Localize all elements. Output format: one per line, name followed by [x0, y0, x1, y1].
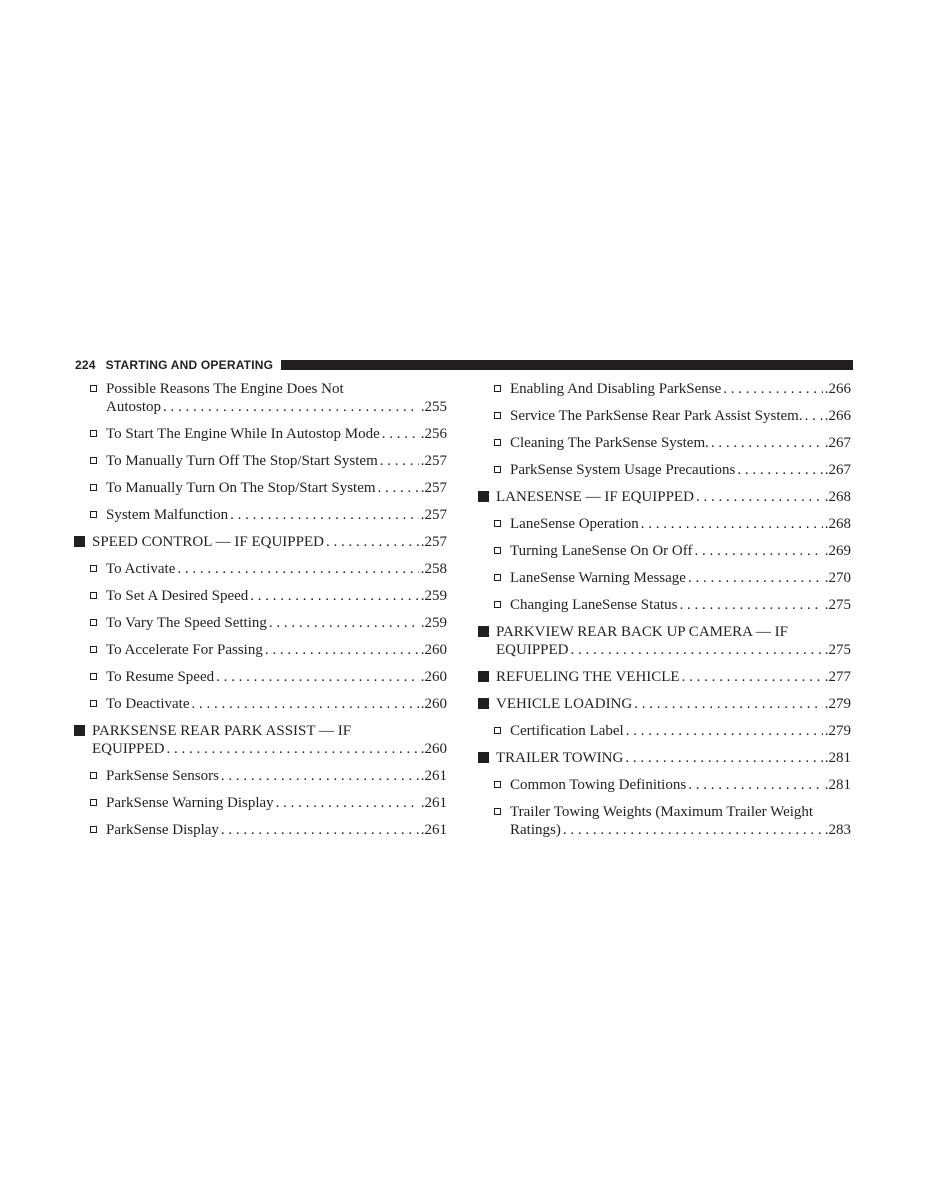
entry-page-number: .255 — [420, 399, 447, 415]
hollow-square-bullet-icon — [90, 619, 97, 626]
toc-subsection-entry[interactable] — [74, 425, 447, 443]
entry-page-number: .259 — [420, 615, 447, 631]
entry-page-number: .267 — [824, 435, 851, 451]
dot-leader — [221, 767, 419, 785]
entry-title: To Resume Speed — [106, 669, 215, 685]
entry-page-number: .261 — [420, 768, 447, 784]
toc-section-entry[interactable] — [478, 488, 851, 506]
entry-page-number: .270 — [824, 570, 851, 586]
dot-leader — [177, 560, 418, 578]
dot-leader — [563, 821, 823, 839]
entry-page-number: .267 — [824, 462, 851, 478]
toc-section-entry[interactable] — [74, 722, 447, 758]
entry-title: ParkSense System Usage Precautions — [510, 462, 736, 478]
dot-leader — [265, 641, 419, 659]
dot-leader — [688, 569, 823, 587]
entry-title: ParkSense Warning Display — [106, 795, 274, 811]
dot-leader — [216, 668, 419, 686]
entry-title: Enabling And Disabling ParkSense — [510, 381, 722, 397]
entry-title: System Malfunction — [106, 507, 229, 523]
hollow-square-bullet-icon — [494, 808, 501, 815]
entry-title: PARKSENSE REAR PARK ASSIST — IF — [92, 723, 352, 739]
entry-page-number: .277 — [824, 669, 851, 685]
entry-page-number: .283 — [824, 822, 851, 838]
entry-page-number: .281 — [824, 750, 851, 766]
entry-title: Turning LaneSense On Or Off — [510, 543, 693, 559]
toc-subsection-entry[interactable] — [74, 506, 447, 524]
hollow-square-bullet-icon — [494, 547, 501, 554]
dot-leader — [682, 668, 823, 686]
filled-square-bullet-icon — [74, 725, 85, 736]
toc-subsection-entry[interactable] — [74, 821, 447, 839]
toc-section-entry[interactable] — [478, 695, 851, 713]
dot-leader — [737, 461, 822, 479]
dot-leader — [679, 596, 822, 614]
entry-title: To Activate — [106, 561, 176, 577]
entry-page-number: .257 — [420, 507, 447, 523]
dot-leader — [250, 587, 418, 605]
hollow-square-bullet-icon — [90, 673, 97, 680]
entry-page-number: .260 — [420, 669, 447, 685]
hollow-square-bullet-icon — [494, 385, 501, 392]
dot-leader — [625, 749, 822, 767]
hollow-square-bullet-icon — [90, 772, 97, 779]
toc-subsection-entry[interactable] — [74, 587, 447, 605]
toc-subsection-entry[interactable] — [74, 614, 447, 632]
entry-page-number: .260 — [420, 696, 447, 712]
entry-title: Ratings) — [510, 822, 561, 838]
toc-subsection-entry[interactable] — [74, 452, 447, 470]
toc-left-column — [74, 380, 447, 848]
toc-subsection-entry[interactable] — [74, 560, 447, 578]
entry-title: EQUIPPED — [496, 642, 569, 658]
dot-leader — [163, 398, 419, 416]
entry-page-number: .257 — [420, 480, 447, 496]
entry-title: LANESENSE — IF EQUIPPED — [496, 489, 694, 505]
hollow-square-bullet-icon — [494, 574, 501, 581]
hollow-square-bullet-icon — [494, 439, 501, 446]
hollow-square-bullet-icon — [494, 520, 501, 527]
entry-page-number: .279 — [824, 696, 851, 712]
toc-subsection-entry[interactable] — [478, 461, 851, 479]
toc-subsection-entry[interactable] — [478, 542, 851, 560]
toc-subsection-entry[interactable] — [74, 767, 447, 785]
hollow-square-bullet-icon — [90, 457, 97, 464]
entry-page-number: .260 — [420, 642, 447, 658]
toc-subsection-entry[interactable] — [74, 641, 447, 659]
dot-leader — [571, 641, 823, 659]
filled-square-bullet-icon — [478, 671, 489, 682]
entry-page-number: .281 — [824, 777, 851, 793]
dot-leader — [711, 434, 823, 452]
dot-leader — [805, 407, 823, 425]
entry-page-number: .266 — [824, 408, 851, 424]
toc-right-column — [478, 380, 851, 848]
dot-leader — [192, 695, 419, 713]
entry-page-number: .260 — [420, 741, 447, 757]
toc-subsection-entry[interactable] — [478, 434, 851, 452]
hollow-square-bullet-icon — [494, 781, 501, 788]
hollow-square-bullet-icon — [494, 727, 501, 734]
entry-title: Common Towing Definitions — [510, 777, 687, 793]
toc-subsection-entry[interactable] — [74, 380, 447, 416]
entry-title: ParkSense Sensors — [106, 768, 219, 784]
dot-leader — [221, 821, 419, 839]
dot-leader — [694, 542, 822, 560]
dot-leader — [688, 776, 823, 794]
entry-title: To Start The Engine While In Autostop Mode — [106, 426, 380, 442]
toc-subsection-entry[interactable] — [74, 695, 447, 713]
hollow-square-bullet-icon — [90, 799, 97, 806]
entry-page-number: .257 — [420, 534, 447, 550]
entry-title: Possible Reasons The Engine Does Not — [106, 381, 344, 397]
header-rule — [281, 360, 853, 370]
page-number: 224 — [75, 358, 96, 372]
entry-title: VEHICLE LOADING — [496, 696, 633, 712]
entry-title: Trailer Towing Weights (Maximum Trailer Weight — [510, 804, 814, 820]
entry-title: To Manually Turn On The Stop/Start System — [106, 480, 376, 496]
entry-title: TRAILER TOWING — [496, 750, 624, 766]
entry-title: To Vary The Speed Setting — [106, 615, 267, 631]
toc-subsection-entry[interactable] — [74, 668, 447, 686]
toc-subsection-entry[interactable] — [478, 407, 851, 425]
toc-subsection-entry[interactable] — [74, 479, 447, 497]
entry-title: EQUIPPED — [92, 741, 165, 757]
dot-leader — [230, 506, 419, 524]
entry-title: Service The ParkSense Rear Park Assist System. — [510, 408, 803, 424]
dot-leader — [634, 695, 823, 713]
hollow-square-bullet-icon — [494, 466, 501, 473]
entry-page-number: .279 — [824, 723, 851, 739]
entry-title: To Deactivate — [106, 696, 190, 712]
section-title: STARTING AND OPERATING — [105, 358, 274, 372]
filled-square-bullet-icon — [478, 752, 489, 763]
dot-leader — [626, 722, 823, 740]
entry-page-number: .275 — [824, 642, 851, 658]
toc-section-entry[interactable] — [478, 749, 851, 767]
entry-page-number: .259 — [420, 588, 447, 604]
entry-title: PARKVIEW REAR BACK UP CAMERA — IF — [496, 624, 788, 640]
dot-leader — [641, 515, 823, 533]
entry-title: Changing LaneSense Status — [510, 597, 678, 613]
entry-page-number: .258 — [420, 561, 447, 577]
dot-leader — [269, 614, 419, 632]
toc-subsection-entry[interactable] — [478, 596, 851, 614]
dot-leader — [696, 488, 823, 506]
entry-title: Cleaning The ParkSense System. — [510, 435, 709, 451]
toc-subsection-entry[interactable] — [74, 794, 447, 812]
toc-section-entry[interactable] — [478, 623, 851, 659]
entry-title: To Manually Turn Off The Stop/Start System — [106, 453, 378, 469]
dot-leader — [382, 425, 419, 443]
toc-subsection-entry[interactable] — [478, 515, 851, 533]
entry-title: LaneSense Operation — [510, 516, 639, 532]
entry-title: SPEED CONTROL — IF EQUIPPED — [92, 534, 324, 550]
entry-title: To Set A Desired Speed — [106, 588, 249, 604]
hollow-square-bullet-icon — [90, 826, 97, 833]
entry-page-number: .266 — [824, 381, 851, 397]
toc-subsection-entry[interactable] — [478, 722, 851, 740]
dot-leader — [276, 794, 419, 812]
entry-page-number: .261 — [420, 795, 447, 811]
hollow-square-bullet-icon — [494, 412, 501, 419]
hollow-square-bullet-icon — [494, 601, 501, 608]
entry-page-number: .261 — [420, 822, 447, 838]
toc-subsection-entry[interactable] — [478, 803, 851, 839]
hollow-square-bullet-icon — [90, 484, 97, 491]
filled-square-bullet-icon — [478, 698, 489, 709]
filled-square-bullet-icon — [74, 536, 85, 547]
dot-leader — [378, 479, 419, 497]
entry-title: REFUELING THE VEHICLE — [496, 669, 680, 685]
filled-square-bullet-icon — [478, 491, 489, 502]
toc-section-entry[interactable] — [74, 533, 447, 551]
entry-page-number: .275 — [824, 597, 851, 613]
toc-subsection-entry[interactable] — [478, 776, 851, 794]
entry-title: LaneSense Warning Message — [510, 570, 686, 586]
hollow-square-bullet-icon — [90, 592, 97, 599]
entry-title: To Accelerate For Passing — [106, 642, 263, 658]
hollow-square-bullet-icon — [90, 430, 97, 437]
entry-page-number: .268 — [824, 489, 851, 505]
entry-page-number: .256 — [420, 426, 447, 442]
entry-title: Certification Label — [510, 723, 624, 739]
entry-page-number: .268 — [824, 516, 851, 532]
entry-page-number: .257 — [420, 453, 447, 469]
filled-square-bullet-icon — [478, 626, 489, 637]
page-header — [75, 358, 853, 372]
entry-title: Autostop — [106, 399, 162, 415]
dot-leader — [380, 452, 419, 470]
dot-leader — [326, 533, 419, 551]
hollow-square-bullet-icon — [90, 646, 97, 653]
toc-section-entry[interactable] — [478, 668, 851, 686]
hollow-square-bullet-icon — [90, 511, 97, 518]
dot-leader — [167, 740, 419, 758]
hollow-square-bullet-icon — [90, 565, 97, 572]
hollow-square-bullet-icon — [90, 385, 97, 392]
hollow-square-bullet-icon — [90, 700, 97, 707]
dot-leader — [723, 380, 823, 398]
toc-subsection-entry[interactable] — [478, 569, 851, 587]
toc-subsection-entry[interactable] — [478, 380, 851, 398]
entry-page-number: .269 — [824, 543, 851, 559]
entry-title: ParkSense Display — [106, 822, 219, 838]
